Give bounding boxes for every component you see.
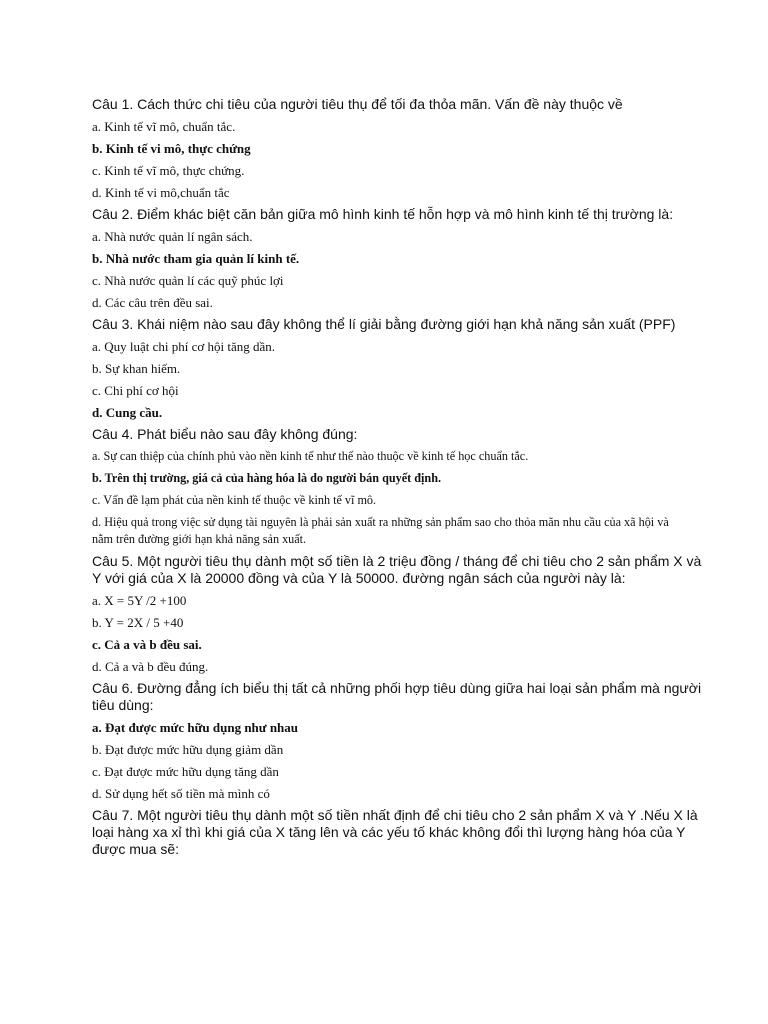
q3-option-c: c. Chi phí cơ hội [92,383,179,398]
q6-option-b: b. Đạt được mức hữu dụng giảm dần [92,742,284,757]
question-3: Câu 3. Khái niệm nào sau đây không thể lí giải bằng đường giới hạn khả năng sản xuất (PPF) [92,316,676,332]
q2-option-b-answer: b. Nhà nước tham gia quản lí kinh tế. [92,251,300,266]
q3-option-b: b. Sự khan hiếm. [92,361,181,376]
q2-option-c: c. Nhà nước quản lí các quỹ phúc lợi [92,273,284,288]
q5-option-b: b. Y = 2X / 5 +40 [92,615,184,630]
question-7: Câu 7. Một người tiêu thụ dành một số tiền nhất định để chi tiêu cho 2 sản phẩm X và Y .Nếu X là loại hàng xa xỉ thì khi giá của X tăng lên và các yếu tố khác không đổi thì lượng hàng hóa của Y được mua sẽ: [92,807,698,857]
q5-option-a: a. X = 5Y /2 +100 [92,593,187,608]
question-4: Câu 4. Phát biểu nào sau đây không đúng: [92,426,358,442]
q5-option-c-answer: c. Cả a và b đều sai. [92,637,202,652]
q1-option-a: a. Kinh tế vĩ mô, chuẩn tắc. [92,119,236,134]
q6-option-a-answer: a. Đạt được mức hữu dụng như nhau [92,720,299,735]
question-6: Câu 6. Đường đẳng ích biểu thị tất cả những phối hợp tiêu dùng giữa hai loại sản phẩm mà người tiêu dùng: [92,680,702,713]
document-body [92,96,712,863]
q4-option-a: a. Sự can thiệp của chính phủ vào nền kinh tế như thế nào thuộc về kinh tế học chuẩn tắc. [92,449,529,463]
q3-option-d-answer: d. Cung cầu. [92,405,163,420]
q4-option-d: d. Hiệu quả trong việc sử dụng tài nguyên là phải sản xuất ra những sản phẩm sao cho thỏa mãn nhu cầu của xã hội và nằm trên đường giới hạn khả năng sản xuất. [92,515,669,546]
q1-option-c: c. Kinh tế vĩ mô, thực chứng. [92,163,245,178]
question-2: Câu 2. Điểm khác biệt căn bản giữa mô hình kinh tế hỗn hợp và mô hình kinh tế thị trường là: [92,206,674,222]
q6-option-d: d. Sử dụng hết số tiền mà mình có [92,786,270,801]
q5-option-d: d. Cả a và b đều đúng. [92,659,209,674]
q1-option-d: d. Kinh tế vi mô,chuẩn tắc [92,185,230,200]
q2-option-a: a. Nhà nước quản lí ngân sách. [92,229,253,244]
q6-option-c: c. Đạt được mức hữu dụng tăng dần [92,764,279,779]
q4-option-c: c. Vấn đề lạm phát của nền kinh tế thuộc về kinh tế vĩ mô. [92,493,377,507]
question-5: Câu 5. Một người tiêu thụ dành một số tiền là 2 triệu đồng / tháng để chi tiêu cho 2 sản phẩm X và Y với giá của X là 20000 đồng và của Y là 50000. đường ngân sách của người này là: [92,553,702,586]
q4-option-b-answer: b. Trên thị trường, giá cả của hàng hóa là do người bán quyết định. [92,471,442,485]
q1-option-b-answer: b. Kinh tế vi mô, thực chứng [92,141,251,156]
q2-option-d: d. Các câu trên đều sai. [92,295,213,310]
question-1: Câu 1. Cách thức chi tiêu của người tiêu thụ để tối đa thỏa mãn. Vấn đề này thuộc về [92,96,623,112]
q3-option-a: a. Quy luật chi phí cơ hội tăng dần. [92,339,276,354]
